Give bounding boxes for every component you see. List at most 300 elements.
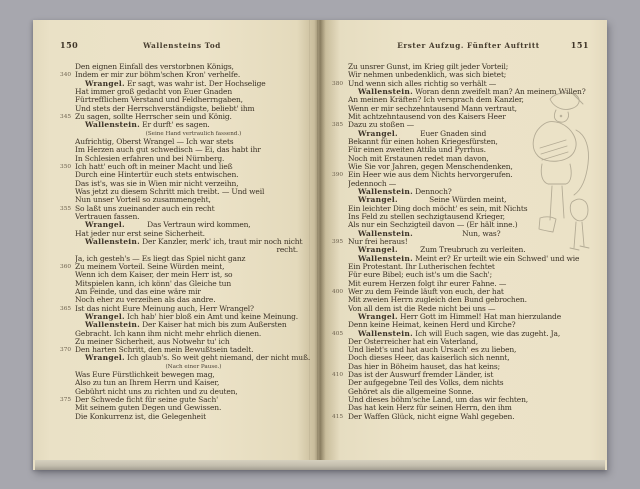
- verse-line-number: [332, 396, 348, 404]
- line-words: Aufrichtig, Oberst Wrangel — Ich war stets: [75, 137, 234, 146]
- line-words: Zu sagen, sollte Herrscher sein und König.: [75, 112, 232, 121]
- verse-line: [332, 330, 593, 338]
- verse-line-number: 375: [60, 397, 72, 404]
- line-words: Das ist der Auswurf fremder Länder, ist: [348, 371, 494, 380]
- verse-line-number: 355: [60, 205, 72, 212]
- verse-line-number: [332, 255, 348, 263]
- line-text: [75, 255, 312, 263]
- line-words: Das hat kein Herz für seinen Herrn, den ihm: [348, 404, 512, 413]
- line-words: In Schlesien erfahren und bei Nürnberg.: [75, 154, 225, 163]
- page-left-header: [33, 20, 320, 50]
- line-words: Gebracht. Ich kann ihm nicht mehr ehrlich dienen.: [75, 329, 262, 338]
- line-text: [75, 230, 312, 238]
- line-words: Nun unser Vorteil so zusammengeht,: [75, 196, 211, 205]
- verse-line-number: [60, 404, 75, 412]
- verse-line-number: 400: [332, 288, 344, 295]
- verse-line: [60, 205, 312, 213]
- verse-line: [332, 396, 593, 404]
- verse-line: [332, 363, 593, 371]
- line-text: [75, 155, 312, 163]
- line-text: [75, 196, 312, 204]
- verse-line: [60, 263, 312, 271]
- line-words: Bekannt für einen hohen Kriegesfürsten,: [348, 137, 498, 146]
- line-text: [75, 180, 312, 188]
- verse-line: [332, 413, 593, 421]
- speaker-name: Wrangel.: [358, 246, 398, 255]
- line-words: Ja, ich gesteh's — Es liegt das Spiel nicht ganz: [75, 254, 246, 263]
- verse-line-number: [60, 363, 75, 371]
- verse-line-number: [60, 213, 75, 221]
- line-words: Der Waffen Glück, nicht eigne Wahl gegeben.: [348, 412, 515, 421]
- line-text: [348, 296, 593, 304]
- verse-line: [332, 346, 593, 354]
- verse-line: [60, 371, 312, 379]
- line-text: [75, 396, 312, 404]
- verse-line-number: [60, 80, 75, 88]
- verse-line-number: [332, 213, 348, 221]
- verse-line-number: [60, 354, 75, 362]
- line-words: Ein leichter Ding doch möcht' es sein, mit Nichts: [348, 204, 528, 213]
- line-words: Ein Heer wie aus dem Nichts hervorgerufen.: [348, 171, 513, 180]
- speaker-name: Wrangel.: [358, 129, 398, 138]
- page-right-header: [320, 20, 607, 50]
- line-text: [348, 313, 593, 321]
- verse-line: [60, 138, 312, 146]
- speaker-name: Wrangel.: [85, 312, 125, 321]
- verse-line-number: [332, 338, 348, 346]
- line-words: Das hier in Böheim hauset, das hat keins;: [348, 362, 501, 371]
- line-words: Mit seinem guten Degen und Gewissen.: [75, 404, 222, 413]
- page-number-right: 151: [570, 40, 589, 50]
- verse-line-number: [60, 288, 75, 296]
- line-text: [75, 63, 312, 71]
- verse-line: [60, 313, 312, 321]
- verse-line: [332, 379, 593, 387]
- verse-line-number: 380: [332, 80, 344, 87]
- verse-line: [60, 255, 312, 263]
- line-text: [75, 121, 312, 129]
- verse-line-number: [60, 105, 75, 113]
- verse-line-number: [332, 296, 348, 304]
- line-words: Und stets der Herrschverständigste, beliebt' ihm: [75, 104, 255, 113]
- line-words: Wer zu dem Feinde läuft von euch, der hat: [348, 287, 504, 296]
- verse-line-number: [332, 88, 348, 96]
- verse-line: [60, 63, 312, 71]
- line-words: Noch eher zu verzeihen als das andre.: [75, 296, 216, 305]
- line-text: [348, 271, 593, 279]
- line-words: Das ist's, was sie in Wien mir nicht verzeihn,: [75, 179, 239, 188]
- verse-line-number: [332, 379, 348, 387]
- gutter-shadow: [317, 20, 318, 460]
- line-words: Zu meinem Vorteil. Seine Würden meint,: [75, 262, 225, 271]
- line-words: Noch mit Erstaunen redet man davon,: [348, 154, 489, 163]
- line-text: [348, 80, 593, 88]
- line-text: [348, 338, 593, 346]
- verse-line-number: [332, 321, 348, 329]
- line-words: Der aufgegebne Teil des Volks, dem nichts: [348, 379, 504, 388]
- verse-line-number: [60, 321, 75, 329]
- line-text: [75, 288, 312, 296]
- verse-line: [332, 280, 593, 288]
- verse-line: [332, 305, 593, 313]
- verse-line-number: [332, 313, 348, 321]
- verse-line: [332, 288, 593, 296]
- line-words: Zu unsrer Gunst, im Krieg gilt jeder Vorteil;: [348, 63, 509, 71]
- line-text: [348, 280, 593, 288]
- line-text: [75, 188, 312, 196]
- page-number-left: 150: [60, 40, 79, 50]
- line-text: [75, 296, 312, 304]
- verse-line: [60, 105, 312, 113]
- line-text: [75, 354, 312, 362]
- line-words: (Seine Hand vertraulich fassend.): [145, 130, 242, 137]
- verse-line-number: [60, 338, 75, 346]
- verse-line-number: [60, 146, 75, 154]
- line-words: Jedennoch —: [348, 179, 397, 188]
- line-words: Woran denn zweifelt man? An meinem Willen?: [412, 87, 586, 96]
- line-words: Wenn er mir sechzehntausend Mann vertraut,: [348, 104, 517, 113]
- verse-line: [60, 71, 312, 79]
- verse-line: [60, 296, 312, 304]
- verse-line: [60, 354, 312, 362]
- verse-line-number: 345: [60, 113, 72, 120]
- verse-line: [60, 280, 312, 288]
- verse-line-number: [332, 205, 348, 213]
- line-text: [75, 263, 312, 271]
- speaker-name: Wallenstein.: [85, 321, 140, 330]
- verse-line-number: [60, 255, 75, 263]
- line-words: Hat jeder nur erst seine Sicherheit.: [75, 229, 205, 238]
- running-head-right: Erster Aufzug. Fünfter Auftritt: [397, 41, 540, 50]
- line-text: [75, 96, 312, 104]
- line-words: Dazu zu stoßen —: [348, 121, 414, 130]
- line-words: Als nur ein Sechzigteil davon — (Er hält inne.): [348, 221, 518, 230]
- line-words: Nur frei heraus!: [348, 237, 408, 246]
- line-words: Mit achtzehntausend von des Kaisers Heer: [348, 112, 506, 121]
- left-page-lines: [33, 63, 320, 421]
- verse-line: [332, 63, 593, 71]
- speaker-name: Wrangel.: [85, 221, 125, 230]
- verse-line-number: [332, 363, 348, 371]
- verse-line-number: [60, 280, 75, 288]
- verse-line-number: [60, 88, 75, 96]
- verse-line: [60, 388, 312, 396]
- verse-line: [60, 404, 312, 412]
- speaker-name: Wrangel.: [358, 312, 398, 321]
- line-words: Doch dieses Heer, das kaiserlich sich nennt,: [348, 354, 510, 363]
- verse-line-number: [332, 130, 348, 138]
- line-text: [75, 138, 312, 146]
- line-text: [75, 238, 312, 246]
- verse-line-number: [60, 388, 75, 396]
- line-words: Er sagt, was wahr ist. Der Hochselige: [124, 79, 266, 88]
- verse-line: [60, 96, 312, 104]
- verse-line-number: [332, 138, 348, 146]
- verse-line: [332, 71, 593, 79]
- line-words: Gehöret als die allgemeine Sonne.: [348, 387, 474, 396]
- page-right: [320, 20, 607, 460]
- verse-line-number: [332, 263, 348, 271]
- line-words: Dennoch?: [412, 187, 452, 196]
- line-words: Also zu tun an Ihrem Herrn und Kaiser,: [75, 379, 220, 388]
- verse-line: [60, 221, 312, 229]
- line-words: Am Feinde, und das eine wäre mir: [75, 287, 201, 296]
- speaker-name: Wallenstein.: [85, 237, 140, 246]
- line-words: Fürtrefflichem Verstand und Feldherrngaben,: [75, 96, 243, 105]
- verse-line-number: [60, 313, 75, 321]
- line-text: [75, 105, 312, 113]
- verse-line-number: [60, 138, 75, 146]
- verse-line-number: [332, 188, 348, 196]
- pencil-doodle-figure: [520, 90, 594, 268]
- verse-line-number: [60, 330, 75, 338]
- line-words: Zu meiner Sicherheit, aus Notwehr tu' ich: [75, 337, 230, 346]
- verse-line-number: [60, 379, 75, 387]
- verse-line-number: [60, 296, 75, 304]
- verse-line: [332, 313, 593, 321]
- line-words: An meinen Kräften? Ich versprach dem Kanzler,: [348, 96, 524, 105]
- speaker-name: Wallenstein.: [358, 229, 413, 238]
- line-words: So laßt uns zueinander auch ein recht: [75, 204, 215, 213]
- verse-line: [60, 338, 312, 346]
- line-text: [348, 413, 593, 421]
- line-words: Für einen zweiten Attila und Pyrrhus.: [348, 146, 486, 155]
- verse-line-number: [60, 413, 75, 421]
- line-words: Der Kanzler, merk' ich, traut mir noch nicht: [139, 237, 303, 246]
- line-words: (Nach einer Pause.): [165, 363, 222, 370]
- speaker-name: Wallenstein.: [358, 187, 413, 196]
- verse-line: [60, 379, 312, 387]
- line-text: [348, 379, 593, 387]
- verse-line-number: [332, 113, 348, 121]
- verse-line-number: [332, 63, 348, 71]
- verse-line: [60, 330, 312, 338]
- line-words: Der Kaiser hat mich bis zum Äußersten: [139, 321, 287, 330]
- verse-line: [60, 196, 312, 204]
- line-text: [75, 338, 312, 346]
- verse-line-number: [60, 230, 75, 238]
- line-text: [75, 404, 312, 412]
- verse-line-number: [60, 130, 75, 138]
- verse-line: [60, 271, 312, 279]
- speaker-name: Wrangel.: [85, 79, 125, 88]
- verse-line: [60, 246, 312, 254]
- verse-line-number: [332, 230, 348, 238]
- line-text: [75, 71, 312, 79]
- line-text: [348, 305, 593, 313]
- line-words: Ich hab' hier bloß ein Amt und keine Meinung.: [124, 312, 299, 321]
- line-words: Was Eure Fürstlichkeit bewegen mag,: [75, 371, 215, 380]
- line-words: Im Herzen auch gut schwedisch — Ei, das habt ihr: [75, 146, 261, 155]
- line-text: [348, 363, 593, 371]
- line-words: Ich will Euch sagen, wie das zugeht. Ja,: [412, 329, 561, 338]
- line-text: [75, 205, 312, 213]
- line-text: [75, 88, 312, 96]
- verse-line-number: [60, 246, 75, 254]
- line-text: [348, 71, 593, 79]
- verse-line-number: 405: [332, 330, 344, 337]
- verse-line-number: [60, 221, 75, 229]
- line-words: Und wenn sich alles richtig so verhält —: [348, 79, 497, 88]
- line-words: Seine Würden meint,: [397, 196, 507, 205]
- verse-line-number: 350: [60, 163, 72, 170]
- verse-line-number: 365: [60, 305, 72, 312]
- page-left: [33, 20, 320, 460]
- verse-line-number: [60, 180, 75, 188]
- verse-line-number: 385: [332, 122, 344, 129]
- line-text: [75, 246, 312, 254]
- line-text: [75, 413, 312, 421]
- verse-line: [60, 146, 312, 154]
- verse-line: [332, 354, 593, 362]
- speaker-name: Wrangel.: [85, 354, 125, 363]
- verse-line-number: [60, 63, 75, 71]
- verse-line-number: [332, 280, 348, 288]
- verse-line-number: 390: [332, 172, 344, 179]
- stage-direction-line: [60, 363, 312, 371]
- line-words: Wenn ich dem Kaiser, der mein Herr ist, so: [75, 271, 233, 280]
- verse-line: [60, 413, 312, 421]
- verse-line-number: 360: [60, 263, 72, 270]
- line-text: [75, 280, 312, 288]
- verse-line: [332, 321, 593, 329]
- verse-line: [60, 113, 312, 121]
- line-words: Und dieses böhm'sche Land, um das wir fechten,: [348, 396, 528, 405]
- line-text: [348, 63, 593, 71]
- line-text: [75, 363, 312, 371]
- verse-line: [60, 230, 312, 238]
- speaker-name: Wallenstein.: [358, 87, 413, 96]
- line-text: [348, 288, 593, 296]
- verse-line-number: [332, 163, 348, 171]
- verse-line-number: 410: [332, 372, 344, 379]
- line-words: Der Schwede ficht für seine gute Sach': [75, 396, 219, 405]
- verse-line: [332, 80, 593, 88]
- verse-line-number: [332, 305, 348, 313]
- line-text: [75, 146, 312, 154]
- line-words: Durch eine Hintertür euch stets entwischen.: [75, 171, 239, 180]
- verse-line: [60, 80, 312, 88]
- verse-line-number: 370: [60, 347, 72, 354]
- line-text: [75, 213, 312, 221]
- verse-line: [60, 188, 312, 196]
- verse-line-number: [332, 246, 348, 254]
- verse-line: [332, 404, 593, 412]
- verse-line: [332, 338, 593, 346]
- line-words: Der Österreicher hat ein Vaterland,: [348, 337, 478, 346]
- line-text: [348, 371, 593, 379]
- verse-line-number: [60, 96, 75, 104]
- line-text: [75, 113, 312, 121]
- verse-line: [60, 213, 312, 221]
- verse-line-number: [332, 196, 348, 204]
- verse-line-number: [332, 155, 348, 163]
- verse-line-number: [332, 404, 348, 412]
- verse-line: [60, 180, 312, 188]
- line-text: [348, 321, 593, 329]
- line-words: Für eure Bibel; euch ist's um die Sach';: [348, 271, 492, 280]
- line-text: [348, 354, 593, 362]
- line-text: [75, 330, 312, 338]
- verse-line-number: [332, 71, 348, 79]
- verse-line-number: 415: [332, 413, 344, 420]
- line-words: Mit eurem Herzen folgt ihr eurer Fahne. —: [348, 279, 507, 288]
- verse-line: [60, 346, 312, 354]
- line-text: [75, 221, 312, 229]
- verse-line: [332, 371, 593, 379]
- verse-line: [60, 305, 312, 313]
- line-words: Nun, was?: [412, 229, 501, 238]
- verse-line-number: [60, 121, 75, 129]
- speaker-name: Wrangel.: [358, 196, 398, 205]
- verse-line-number: [332, 146, 348, 154]
- verse-line: [60, 171, 312, 179]
- line-text: [348, 330, 593, 338]
- line-text: [75, 305, 312, 313]
- line-text: [75, 321, 312, 329]
- verse-line-number: [60, 188, 75, 196]
- verse-line-number: [332, 96, 348, 104]
- line-words: Ins Feld zu stellen sechzigtausend Krieger,: [348, 212, 505, 221]
- verse-line-number: [332, 346, 348, 354]
- line-text: [75, 271, 312, 279]
- line-text: [75, 80, 312, 88]
- verse-line-number: [60, 171, 75, 179]
- verse-line-number: [332, 388, 348, 396]
- line-words: Und liebt's und hat auch Ursach' es zu lieben,: [348, 346, 517, 355]
- line-text: [75, 388, 312, 396]
- line-words: Ich glaub's. So weit geht niemand, der nicht muß.: [124, 354, 311, 363]
- line-words: Wir nehmen unbedenklich, was sich bietet;: [348, 71, 507, 80]
- line-words: Euer Gnaden sind: [397, 129, 487, 138]
- line-text: [348, 396, 593, 404]
- speaker-name: Wallenstein.: [358, 329, 413, 338]
- verse-line-number: [60, 196, 75, 204]
- speaker-name: Wallenstein.: [358, 254, 413, 263]
- verse-line: [60, 121, 312, 129]
- line-words: Die Konkurrenz ist, die Gelegenheit: [75, 412, 206, 421]
- line-words: Was jetzt zu diesem Schritt mich treibt. — Und weil: [75, 187, 265, 196]
- line-text: [348, 346, 593, 354]
- line-words: Ich hatt' euch oft in meiner Macht und ließ: [75, 162, 233, 171]
- verse-line-number: [60, 271, 75, 279]
- stage-direction-line: [60, 130, 312, 138]
- line-words: Hat immer groß gedacht von Euer Gnaden: [75, 87, 233, 96]
- line-words: Meint er? Er urteilt wie ein Schwed' und wie: [412, 254, 580, 263]
- verse-line-number: 340: [60, 72, 72, 79]
- line-words: Mit zweien Herrn zugleich den Bund gebrochen.: [348, 296, 527, 305]
- verse-line-number: [332, 180, 348, 188]
- gutter-crease-line: [309, 20, 310, 460]
- verse-line-number: 395: [332, 238, 344, 245]
- line-text: [75, 346, 312, 354]
- line-words: recht.: [276, 246, 298, 255]
- line-words: Gebührt nicht uns zu richten und zu deuten,: [75, 387, 238, 396]
- line-words: Zum Treubruch zu verleiten.: [397, 246, 526, 255]
- verse-line-number: [332, 221, 348, 229]
- line-text: [75, 163, 312, 171]
- verse-line: [332, 296, 593, 304]
- line-words: Von all dem ist die Rede nicht bei uns —: [348, 304, 496, 313]
- line-words: Wie Sie vor Jahren, gegen Menschendenken,: [348, 162, 513, 171]
- line-words: Das Vertraun wird kommen,: [124, 221, 251, 230]
- verse-line-number: [332, 105, 348, 113]
- line-words: Mitspielen kann, ich könn' das Gleiche tun: [75, 279, 232, 288]
- verse-line-number: [332, 271, 348, 279]
- line-words: Denn keine Heimat, keinen Herd und Kirche?: [348, 321, 516, 330]
- line-words: Ist das nicht Eure Meinung auch, Herr Wrangel?: [75, 304, 254, 313]
- line-words: Ein Protestant. Ihr Lutherischen fechtet: [348, 262, 495, 271]
